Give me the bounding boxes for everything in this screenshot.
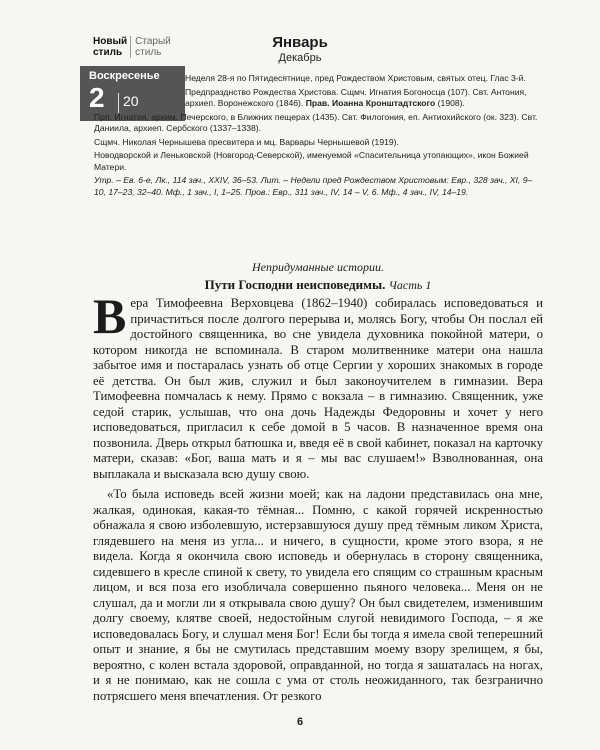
calendar-line-2: Предпразднство Рождества Христова. Сщмч. Игнатия Богоносца (107). Свт. Антония, архиеп. Воронежского (1846). Прав. Иоанна Кронштадтского (1908). <box>185 86 527 108</box>
calendar-line-1: Неделя 28-я по Пятидесятнице, пред Рождеством Христовым, святых отец. Глас 3-й. <box>185 73 526 83</box>
scripture-readings: Утр. – Ев. 6-е, Лк., 114 зач., XXIV, 36–53. Лит. – Недели пред Рождеством Христовым: Евр., 328 зач., XI, 9–10, 17–23, 32–40. Мф., 1 зач., I, 1–25. Пров.: Евр., 311 зач., IV, 14 – V, 6. Мф., 4 зач., IV, 14–19. <box>94 175 533 197</box>
calendar-line-3: Прп. Игнатия, архим. Печерского, в Ближних пещерах (1435). Свт. Филогония, еп. Антиохийского (ок. 323). Свт. Даниила, архиеп. Сербского (1337–1338). <box>94 111 538 133</box>
calendar-line-4: Сщмч. Николая Чернышева пресвитера и мц. Варвары Чернышевой (1919). <box>94 136 399 147</box>
calendar-entries <box>94 73 540 200</box>
month-new: Январь <box>272 34 328 51</box>
new-style-label: Новый стиль <box>93 36 128 58</box>
old-style-label: Старый стиль <box>130 36 171 58</box>
feast-highlight: Прав. Иоанна Кронштадтского <box>305 98 436 108</box>
calendar-line-5: Новодворской и Леньковской (Новгород-Северской), именуемой «Спасительница утопающих», икон Божией Матери. <box>94 150 529 172</box>
old-date: 20 <box>123 93 139 109</box>
article-series: Непридуманные истории. <box>252 260 384 274</box>
new-date: 2 <box>89 82 105 113</box>
month-heading <box>0 34 600 64</box>
weekday: Воскресенье <box>89 70 160 82</box>
month-old: Декабрь <box>278 52 322 64</box>
drop-cap: В <box>93 288 127 344</box>
article-part: Часть 1 <box>388 278 432 292</box>
article-body <box>93 288 543 704</box>
article-title: Пути Господни неисповедимы. Часть 1 <box>204 277 432 292</box>
paragraph-2: «То была исповедь всей жизни моей; как на ладони представилась она мне, жалкая, одинокая, какая-то тёмная... Помню, с какой горячей искренностью обнажала я свою изболевшую, истерзавшуюся душу пред тёмным ликом Христа, глядевшего на меня из угла... и ничего, в сущности, кроме этого взора, я не видела. Когда я окончила свою исповедь и обернулась в сторону священника, сидевшего в кресле спиной к свету, то увидела его спящим со страшным красным лицом, и вся поза его изобличала совершенно пьяного человека... Меня он не слушал, да и могли ли я открывала свою душу? Он был свидетелем, изменившим долгу своему, клятве своей, недостойным слугой невидимого Господа, – я же исповедовалась Богу, и слушал меня Бог! Если бы тогда я имела свой теперешний опыт и знание, я бы не смутилась представшим моему взору зрелищем, я бы, вероятно, с колен встала здоровой, оправданной, но тогда я зашаталась на ногах, и я не понимаю, как не сошла с ума от столь неожиданного, так безгранично потрясшего меня впечатления. От резкого <box>93 487 543 703</box>
page-number: 6 <box>296 716 304 728</box>
paragraph-1: Вера Тимофеевна Верховцева (1862–1940) собиралась исповедоваться и причаститься после долгого перерыва и, молясь Богу, чтобы Он послал ей достойного священника, во сне увидела духовника покойной матери, о котором никогда не вспоминала. В старом молитвеннике матери она нашла забытое имя и постаралась узнать об отце Сергии у хороших знакомых в городе её детства. Он был жив, служил и был законоучителем в гимназии. Вера Тимофеевна помчалась к нему. Прямо с вокзала – в гимназию. Священник, уже седой старик, услышав, что она дочь Надежды Федоровны и хочет у него исповедоваться, пригласил к себе домой в 5 часов. В назначенное время она позвонила. Дверь открыл батюшка и, введя её в свой кабинет, показал на карточку матери, сказав: «Бог, ваша мать и я – мы вас слушаем!» Взволнованная, она выплакала и высказала всю душу свою. <box>93 288 543 481</box>
